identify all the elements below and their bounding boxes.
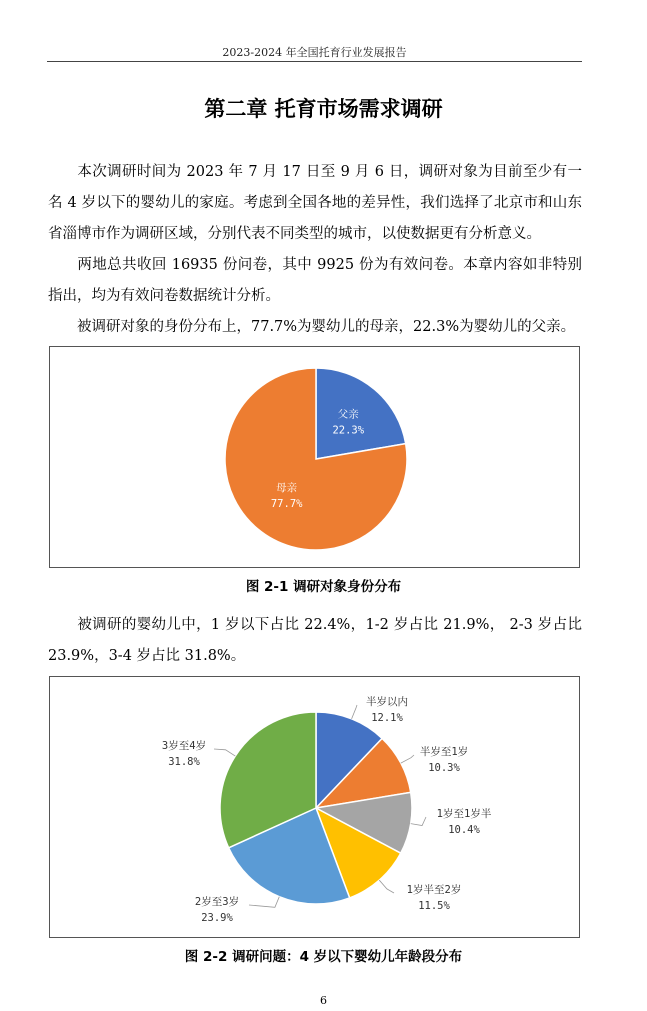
figure-caption-2-2: 图 2-2 调研问题：4 岁以下婴幼儿年龄段分布 [184,949,463,965]
age-pie-chart [50,677,579,937]
running-header: 2023-2024 年全国托育行业发展报告 [222,46,407,59]
chart-frame-age [49,676,580,938]
pie1-slice-label-0: 父亲 [337,408,359,421]
pie2-slice-value-2: 10.4% [448,824,480,836]
header-rule [47,61,582,62]
pie2-slice-label-0: 半岁以内 [366,696,408,708]
paragraph-age-text: 被调研的婴幼儿中，1 岁以下占比 22.4%，1-2 岁占比 21.9%， 2-3 岁占比 23.9%，3-4 岁占比 31.8%。 [48,617,582,664]
pie2-leader-line-4 [249,897,279,908]
pie2-leader-line-0 [352,705,357,719]
figure-caption-2-1: 图 2-1 调研对象身份分布 [245,579,402,595]
paragraph-age [48,610,582,672]
chart-frame-identity [49,346,580,568]
pie2-slice-label-2: 1岁至1岁半 [436,808,492,820]
pie2-slice-label-1: 半岁至1岁 [419,746,469,758]
pie2-leader-line-2 [411,817,426,826]
paragraph-intro-text: 本次调研时间为 2023 年 7 月 17 日至 9 月 6 日，调研对象为目前至少有一名 4 岁以下的婴幼儿的家庭。考虑到全国各地的差异性，我们选择了北京市和山东省淄博市作为调研区域，分别代表不同类型的城市，以使数据更有分析意义。 [48,164,582,242]
pie2-slice-value-1: 10.3% [428,762,460,774]
paragraph-identity-text: 被调研对象的身份分布上，77.7%为婴幼儿的母亲，22.3%为婴幼儿的父亲。 [77,319,576,335]
pie2-slice-value-5: 31.8% [168,756,200,768]
pie2-slice-value-3: 11.5% [418,900,450,912]
pie2-leader-line-1 [401,755,414,763]
pie2-slice-label-4: 2岁至3岁 [194,896,240,908]
paragraph-survey-count-text: 两地总共收回 16935 份问卷，其中 9925 份为有效问卷。本章内容如非特别指出，均为有效问卷数据统计分析。 [48,257,582,304]
pie2-leader-line-3 [379,880,394,893]
pie2-slice-label-3: 1岁半至2岁 [406,884,462,896]
chapter-title: 第二章 托育市场需求调研 [204,97,443,121]
page-number: 6 [320,994,327,1007]
pie2-leader-line-5 [214,749,235,756]
paragraph-identity [48,312,582,343]
pie2-slice-value-4: 23.9% [201,912,233,924]
identity-pie-chart [50,347,579,567]
paragraph-survey-count [48,250,582,312]
paragraph-intro [48,157,582,250]
pie2-slice-value-0: 12.1% [371,712,403,724]
pie1-slice-value-0: 22.3% [332,424,365,437]
pie2-slice-label-5: 3岁至4岁 [161,740,207,752]
pie1-slice-value-1: 77.7% [270,497,303,510]
pie1-slice-label-1: 母亲 [276,481,298,494]
